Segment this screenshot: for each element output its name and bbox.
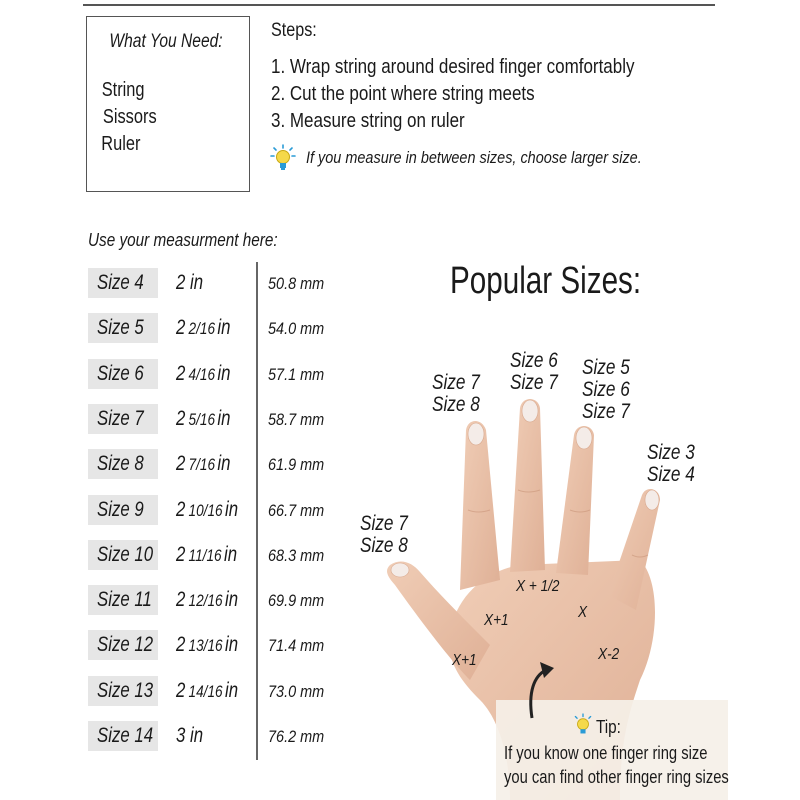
need-item-ruler: Ruler bbox=[101, 133, 141, 155]
popular-sizes-title: Popular Sizes: bbox=[450, 260, 642, 302]
tip-lightbulb-icon bbox=[572, 713, 594, 737]
size-label-text: Size 5 bbox=[97, 316, 144, 340]
index-sizes bbox=[432, 372, 480, 416]
middle-sizes bbox=[510, 350, 558, 394]
size-label-text: Size 14 bbox=[97, 724, 154, 747]
inches-fraction: 4/16 bbox=[188, 364, 216, 384]
size-label-text: Size 6 bbox=[97, 361, 144, 385]
pinky-knuckle-label: X-2 bbox=[598, 646, 620, 663]
size-label-text: Size 8 bbox=[97, 452, 144, 476]
size-label bbox=[88, 268, 158, 298]
inches-unit: in bbox=[217, 406, 231, 430]
measure-tip-text: If you measure in between sizes, choose larger size. bbox=[306, 148, 642, 167]
top-rule bbox=[83, 4, 715, 6]
middle-size-1: Size 6 bbox=[510, 349, 558, 372]
size-label-text: Size 4 bbox=[97, 271, 144, 294]
inches-whole: 2 in bbox=[176, 271, 204, 294]
size-mm: 54.0 mm bbox=[268, 319, 325, 339]
pinky-size-2: Size 4 bbox=[647, 463, 695, 486]
inches-unit: in bbox=[224, 633, 239, 657]
inches-whole: 2 bbox=[176, 361, 186, 385]
size-label bbox=[88, 359, 158, 389]
inches-whole: 2 bbox=[176, 406, 186, 430]
size-label bbox=[88, 313, 158, 343]
size-mm: 58.7 mm bbox=[268, 409, 325, 429]
curved-arrow-icon bbox=[510, 640, 590, 720]
inches-unit: in bbox=[224, 497, 239, 521]
tip-line-2: you can find other finger ring sizes bbox=[504, 767, 729, 787]
size-label-text: Size 7 bbox=[97, 406, 144, 430]
size-label-text: Size 10 bbox=[97, 542, 154, 566]
size-mm: 50.8 mm bbox=[268, 274, 325, 293]
inches-whole: 2 bbox=[176, 316, 186, 340]
inches-whole: 2 bbox=[176, 633, 186, 657]
inches-fraction: 11/16 bbox=[188, 545, 222, 565]
size-label bbox=[88, 540, 158, 570]
size-mm: 69.9 mm bbox=[268, 591, 325, 611]
table-row bbox=[0, 268, 400, 298]
size-inches bbox=[176, 362, 231, 386]
inches-fraction: 5/16 bbox=[188, 409, 216, 429]
inches-whole: 2 bbox=[176, 542, 186, 566]
size-mm: 57.1 mm bbox=[268, 364, 325, 384]
size-mm: 66.7 mm bbox=[268, 500, 325, 520]
size-mm: 71.4 mm bbox=[268, 636, 325, 656]
size-inches bbox=[176, 724, 203, 748]
inches-unit: in bbox=[217, 316, 231, 340]
thumb-size-2: Size 8 bbox=[360, 534, 408, 557]
inches-whole: 2 bbox=[176, 497, 186, 521]
ring-size-2: Size 6 bbox=[582, 378, 630, 401]
size-label bbox=[88, 676, 158, 706]
tip-line-1: If you know one finger ring size bbox=[504, 743, 708, 763]
size-inches bbox=[176, 316, 231, 340]
need-item-scissors: Sissors bbox=[102, 106, 157, 128]
inches-whole: 2 bbox=[176, 452, 186, 476]
pinky-size-1: Size 3 bbox=[647, 441, 695, 464]
inches-fraction: 14/16 bbox=[188, 681, 223, 701]
inches-fraction: 2/16 bbox=[188, 319, 216, 339]
size-mm: 76.2 mm bbox=[268, 727, 325, 746]
index-size-2: Size 8 bbox=[432, 393, 480, 416]
index-size-1: Size 7 bbox=[432, 371, 480, 394]
size-label-text: Size 9 bbox=[97, 497, 144, 521]
size-label bbox=[88, 585, 158, 615]
inches-whole: 3 in bbox=[176, 724, 204, 747]
pinky-sizes bbox=[647, 442, 695, 486]
table-caption: Use your measurment here: bbox=[88, 230, 278, 250]
inches-unit: in bbox=[224, 678, 239, 702]
middle-knuckle-label: X + 1/2 bbox=[516, 578, 560, 595]
ring-size-1: Size 5 bbox=[582, 356, 630, 379]
inches-unit: in bbox=[217, 452, 231, 476]
middle-size-2: Size 7 bbox=[510, 371, 558, 394]
size-label bbox=[88, 495, 158, 525]
inches-unit: in bbox=[217, 361, 231, 385]
size-mm: 61.9 mm bbox=[268, 455, 325, 475]
size-inches bbox=[176, 633, 238, 657]
inches-whole: 2 bbox=[176, 588, 186, 612]
ring-knuckle-label: X bbox=[578, 604, 588, 621]
size-label bbox=[88, 404, 158, 434]
size-inches bbox=[176, 498, 238, 522]
inches-fraction: 13/16 bbox=[188, 636, 223, 656]
size-mm: 68.3 mm bbox=[268, 545, 325, 565]
step-1: 1. Wrap string around desired finger comfortably bbox=[271, 56, 635, 78]
inches-fraction: 7/16 bbox=[188, 455, 216, 475]
table-row bbox=[0, 313, 400, 343]
size-inches bbox=[176, 543, 237, 567]
index-knuckle-label: X+1 bbox=[484, 612, 509, 629]
size-inches bbox=[176, 452, 231, 476]
size-label bbox=[88, 449, 158, 479]
ring-sizes bbox=[582, 357, 630, 423]
inches-fraction: 12/16 bbox=[188, 591, 223, 611]
steps-title: Steps: bbox=[271, 20, 317, 41]
size-label-text: Size 11 bbox=[97, 588, 152, 612]
thumb-size-1: Size 7 bbox=[360, 512, 408, 535]
thumb-sizes bbox=[360, 513, 408, 557]
size-label bbox=[88, 721, 158, 751]
need-item-string: String bbox=[101, 79, 145, 101]
inches-fraction: 10/16 bbox=[188, 500, 223, 520]
inches-unit: in bbox=[223, 542, 238, 566]
size-inches bbox=[176, 271, 203, 295]
lightbulb-icon bbox=[270, 144, 296, 172]
size-mm: 73.0 mm bbox=[268, 681, 325, 701]
thumb-knuckle-label: X+1 bbox=[452, 652, 477, 669]
size-label bbox=[88, 630, 158, 660]
step-2: 2. Cut the point where string meets bbox=[271, 83, 535, 105]
inches-unit: in bbox=[224, 588, 239, 612]
size-inches bbox=[176, 679, 238, 703]
inches-whole: 2 bbox=[176, 678, 186, 702]
size-label-text: Size 13 bbox=[97, 678, 154, 702]
size-inches bbox=[176, 407, 231, 431]
ring-size-3: Size 7 bbox=[582, 400, 630, 423]
step-3: 3. Measure string on ruler bbox=[271, 110, 465, 132]
size-inches bbox=[176, 588, 238, 612]
tip-heading: Tip: bbox=[596, 717, 621, 737]
what-you-need-title: What You Need: bbox=[109, 31, 223, 52]
what-you-need-box bbox=[86, 16, 250, 192]
size-label-text: Size 12 bbox=[97, 633, 154, 657]
